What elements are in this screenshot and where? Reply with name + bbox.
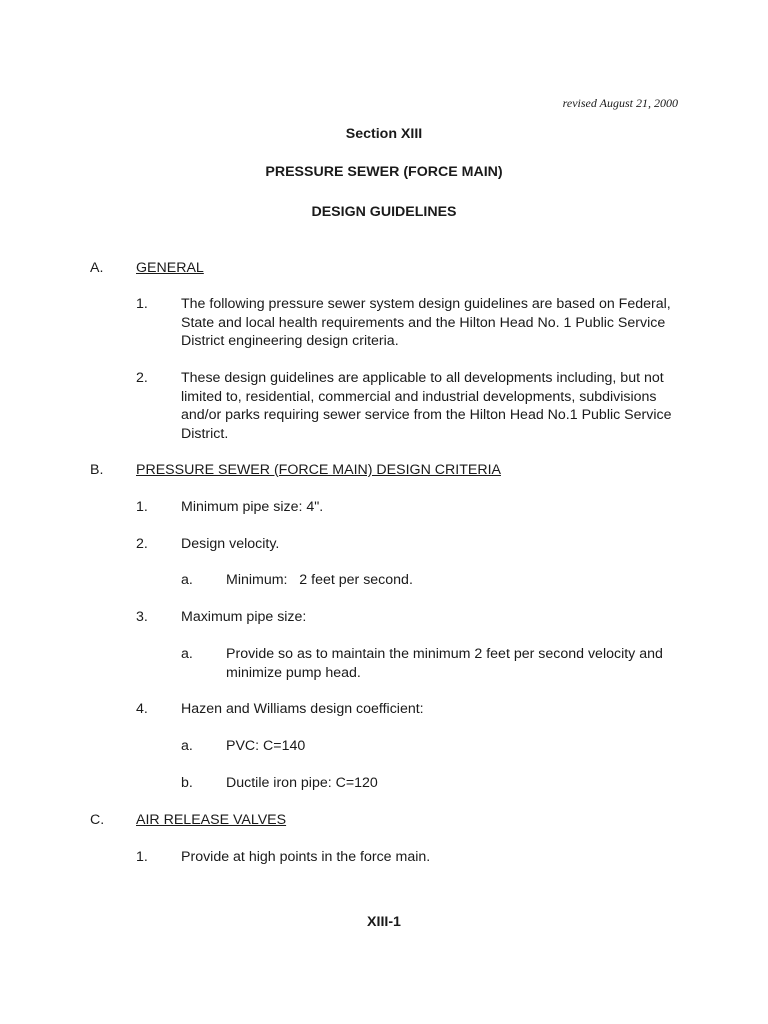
b1-text: Minimum pipe size: 4". bbox=[181, 499, 324, 515]
c1-text: Provide at high points in the force main. bbox=[181, 849, 431, 865]
a2-line-4: District. bbox=[181, 425, 229, 442]
section-a-marker: A. bbox=[90, 260, 104, 276]
page-number: XIII-1 bbox=[367, 914, 401, 930]
a2-paragraph bbox=[181, 369, 691, 443]
b4a-text: PVC: C=140 bbox=[226, 738, 306, 754]
section-c-marker: C. bbox=[90, 812, 105, 828]
b3a-paragraph bbox=[226, 645, 696, 682]
a1-line-3: District engineering design criteria. bbox=[181, 333, 399, 349]
section-c-heading: AIR RELEASE VALVES bbox=[136, 812, 287, 828]
b3-text: Maximum pipe size: bbox=[181, 609, 307, 625]
section-b-marker: B. bbox=[90, 462, 104, 478]
b4-text: Hazen and Williams design coefficient: bbox=[181, 701, 424, 717]
section-a-heading: GENERAL bbox=[136, 260, 204, 276]
a1-paragraph bbox=[181, 295, 691, 351]
a1-marker: 1. bbox=[136, 296, 148, 312]
b2a-text: Minimum: 2 feet per second. bbox=[226, 572, 413, 588]
b4a-marker: a. bbox=[181, 738, 193, 754]
b4-marker: 4. bbox=[136, 701, 148, 717]
a2-line-2: limited to, residential, commercial and industrial developments, subdivisions bbox=[181, 388, 657, 405]
b3a-line-1: Provide so as to maintain the minimum 2 feet per second velocity and bbox=[226, 646, 663, 662]
b4b-text: Ductile iron pipe: C=120 bbox=[226, 775, 378, 791]
revision-date: revised August 21, 2000 bbox=[562, 96, 678, 110]
a2-marker: 2. bbox=[136, 370, 148, 386]
b2-marker: 2. bbox=[136, 536, 148, 552]
c1-marker: 1. bbox=[136, 849, 148, 865]
a1-line-2: State and local health requirements and the Hilton Head No. 1 Public Service bbox=[181, 314, 666, 331]
a2-line-1: These design guidelines are applicable to all developments including, but not bbox=[181, 370, 664, 386]
a2-line-3: and/or parks requiring sewer service from the Hilton Head No.1 Public Service bbox=[181, 407, 672, 423]
document-subject: PRESSURE SEWER (FORCE MAIN) bbox=[265, 164, 503, 180]
b2-text: Design velocity. bbox=[181, 536, 280, 552]
b4b-marker: b. bbox=[181, 775, 193, 791]
b3a-marker: a. bbox=[181, 646, 193, 662]
section-title: Section XIII bbox=[345, 126, 423, 142]
b1-marker: 1. bbox=[136, 499, 148, 515]
b3-marker: 3. bbox=[136, 609, 148, 625]
b3a-line-2: minimize pump head. bbox=[226, 664, 361, 681]
document-subtitle: DESIGN GUIDELINES bbox=[311, 204, 457, 220]
b2a-marker: a. bbox=[181, 572, 193, 588]
a1-line-1: The following pressure sewer system design guidelines are based on Federal, bbox=[181, 296, 671, 312]
section-b-heading: PRESSURE SEWER (FORCE MAIN) DESIGN CRITERIA bbox=[136, 462, 501, 478]
